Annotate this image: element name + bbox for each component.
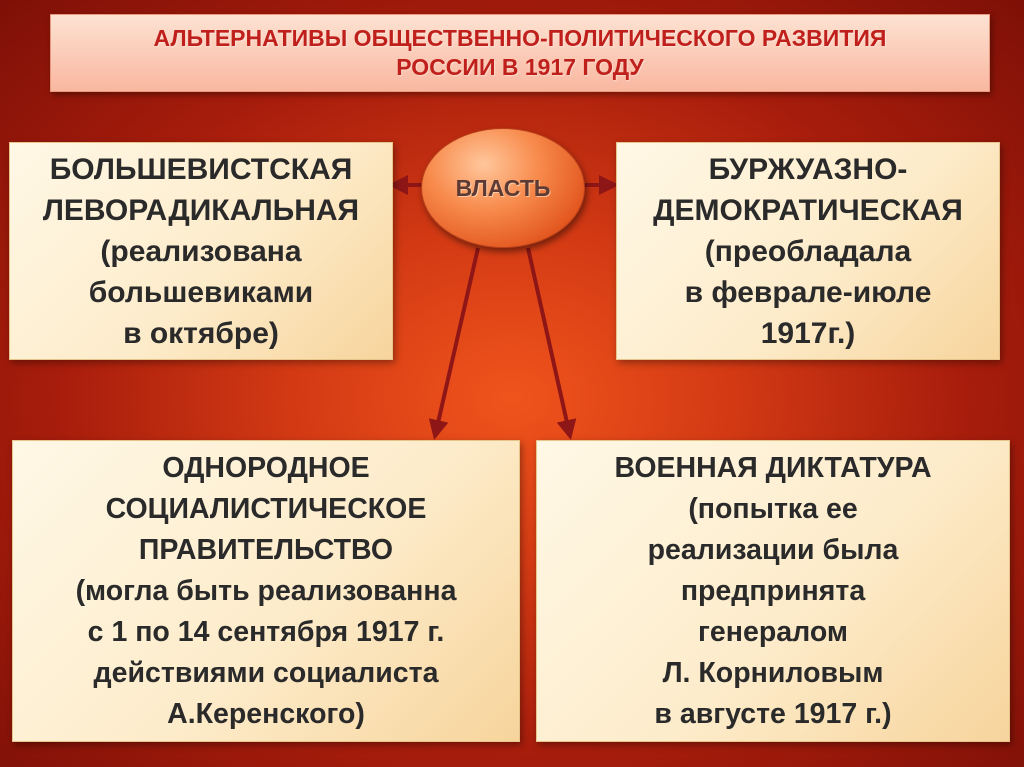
box-text-line: ОДНОРОДНОЕ (162, 451, 370, 484)
box-text-line: ВОЕННАЯ ДИКТАТУРА (614, 451, 932, 484)
box-text-line: действиями социалиста (93, 656, 439, 689)
bolshevik-alternative-box (9, 142, 393, 360)
box-text-line: А.Керенского) (167, 697, 365, 730)
title-line-2: РОССИИ В 1917 ГОДУ (396, 54, 644, 80)
power-label: ВЛАСТЬ (455, 174, 551, 201)
box-text-line: ЛЕВОРАДИКАЛЬНАЯ (42, 193, 360, 227)
box-text-line: БУРЖУАЗНО- (708, 152, 908, 186)
box-text-line: генералом (698, 615, 848, 648)
box-text-line: с 1 по 14 сентября 1917 г. (87, 615, 445, 648)
box-text-line: предпринята (680, 574, 866, 607)
military-dictatorship-box (536, 440, 1010, 742)
box-text-line: (попытка ее (688, 492, 858, 525)
box-text-line: большевиками (88, 275, 314, 309)
box-text-line: в августе 1917 г.) (654, 697, 892, 730)
box-text-line: ДЕМОКРАТИЧЕСКАЯ (653, 193, 963, 227)
box-text-line: реализации была (647, 533, 899, 566)
box-text-line: в октябре) (123, 316, 279, 350)
title-line-1: АЛЬТЕРНАТИВЫ ОБЩЕСТВЕННО-ПОЛИТИЧЕСКОГО РАЗВИТИЯ (153, 25, 887, 51)
box-text-line: (могла быть реализованна (75, 574, 457, 607)
arrow-to-socialist (435, 248, 478, 436)
power-node (421, 128, 585, 248)
box-text-line: ПРАВИТЕЛЬСТВО (138, 533, 394, 566)
arrow-to-military (528, 248, 570, 436)
box-text-line: 1917г.) (760, 316, 856, 350)
box-text-line: в феврале-июле (684, 275, 932, 309)
box-text-line: БОЛЬШЕВИСТСКАЯ (49, 152, 353, 186)
box-text-line: Л. Корниловым (662, 656, 884, 689)
box-text-line: (преобладала (704, 234, 912, 268)
socialist-government-box (12, 440, 520, 742)
bourgeois-alternative-box (616, 142, 1000, 360)
box-text-line: СОЦИАЛИСТИЧЕСКОЕ (105, 492, 427, 525)
box-text-line: (реализована (100, 234, 302, 268)
